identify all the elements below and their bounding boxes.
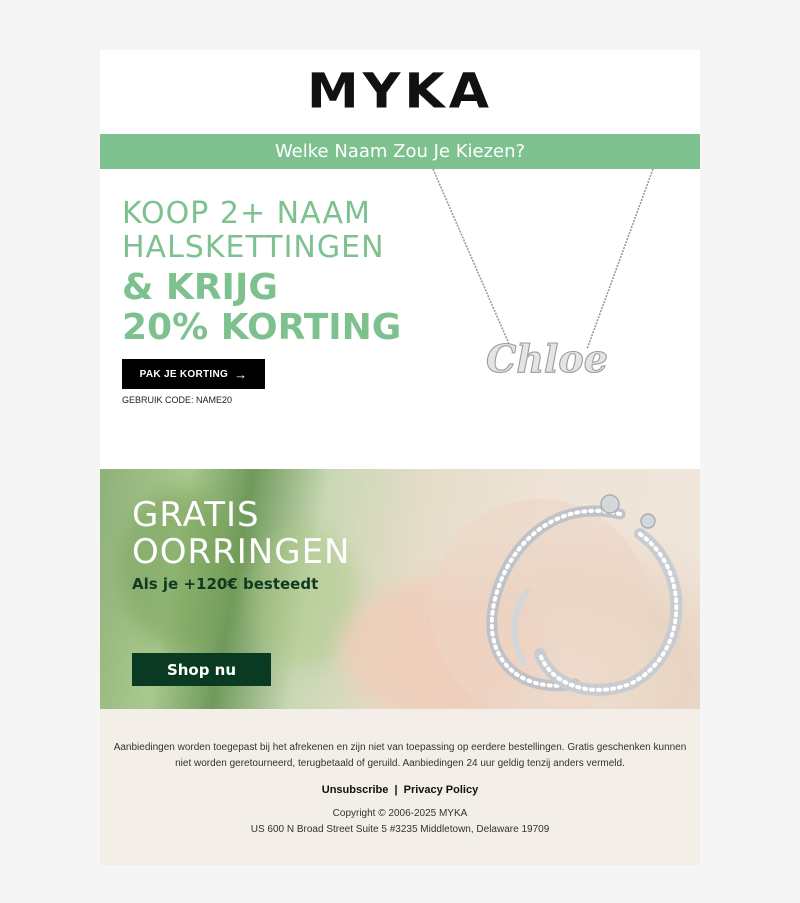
logo-header (100, 50, 700, 134)
email-container (100, 50, 700, 865)
discount-code: GEBRUIK CODE: NAME20 (122, 395, 233, 405)
company-info (100, 806, 700, 838)
pendant-name-text: Chloe (486, 336, 608, 381)
brand-logo[interactable]: MYKA (307, 64, 493, 120)
necklace-promo[interactable] (100, 169, 700, 469)
arrow-right-icon: → (234, 366, 248, 382)
disclaimer-line-2: niet worden geretourneerd, terugbetaald of geruild. Aanbiedingen 24 uur geldig tenzij anders vermeld. (175, 758, 625, 769)
headline-banner (100, 134, 700, 169)
privacy-policy-link[interactable]: Privacy Policy (403, 784, 479, 796)
copyright-text: Copyright © 2006-2025 MYKA (332, 808, 468, 819)
earrings-title-line-2: OORRINGEN (132, 532, 351, 572)
link-separator: | (394, 784, 398, 796)
company-address: US 600 N Broad Street Suite 5 #3235 Middletown, Delaware 19709 (250, 824, 550, 835)
email-footer (100, 709, 700, 865)
banner-headline: Welke Naam Zou Je Kiezen? (274, 141, 526, 162)
shop-now-button[interactable]: Shop nu (132, 653, 271, 686)
get-discount-label: PAK JE KORTING (139, 368, 229, 380)
footer-links (100, 784, 700, 796)
promo-line-3: & KRIJG (122, 267, 278, 308)
earrings-subtitle: Als je +120€ besteedt (132, 575, 319, 593)
earring-image (400, 479, 700, 709)
promo-line-4: 20% KORTING (122, 307, 402, 348)
offer-disclaimer (100, 740, 700, 772)
disclaimer-line-1: Aanbiedingen worden toegepast bij het afrekenen en zijn niet van toepassing op eerdere bestellingen. Gratis geschenken kunnen (113, 742, 687, 753)
earrings-title-line-1: GRATIS (132, 495, 260, 535)
unsubscribe-link[interactable]: Unsubscribe (321, 784, 389, 796)
name-necklace-image (425, 169, 665, 389)
get-discount-button[interactable] (122, 359, 265, 389)
promo-line-1: KOOP 2+ NAAM (122, 196, 371, 231)
promo-line-2: HALSKETTINGEN (122, 230, 385, 265)
earrings-promo[interactable] (100, 469, 700, 709)
